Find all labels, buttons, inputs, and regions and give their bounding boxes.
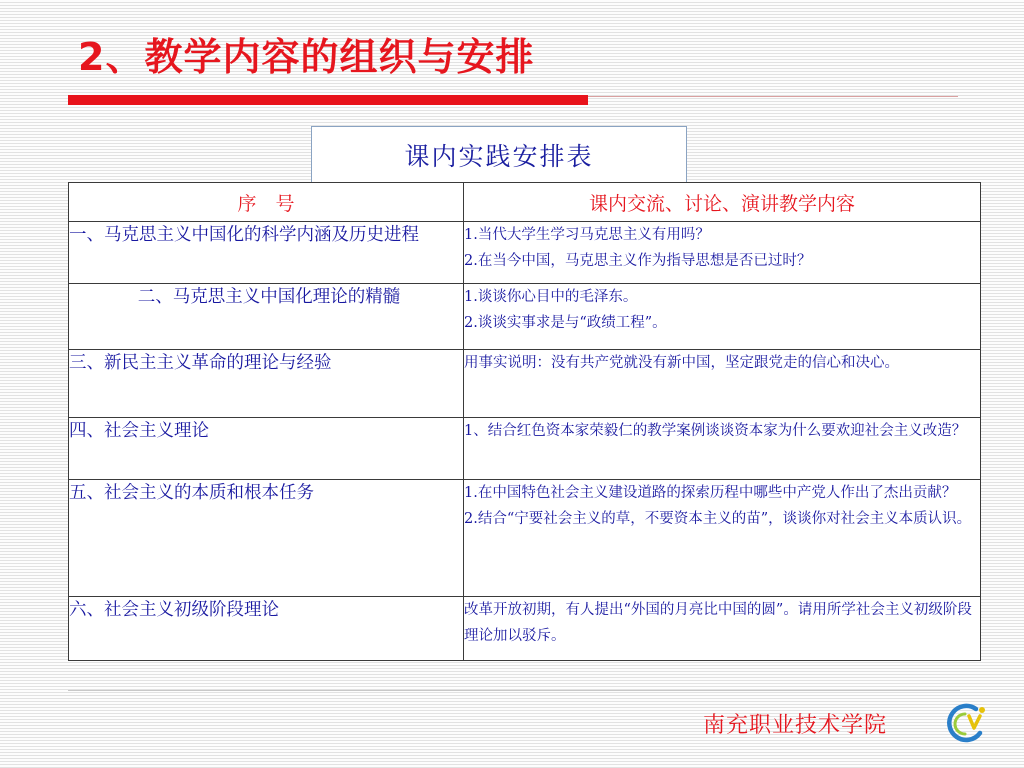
content-line: 1、结合红色资本家荣毅仁的教学案例谈谈资本家为什么要欢迎社会主义改造？ bbox=[464, 423, 967, 439]
content-line: 1.在中国特色社会主义建设道路的探索历程中哪些中产党人作出了杰出贡献？ bbox=[464, 485, 957, 501]
header-content: 课内交流、讨论、演讲教学内容 bbox=[464, 183, 981, 222]
table-row bbox=[69, 480, 981, 597]
table-row bbox=[69, 597, 981, 661]
content-line: 1.当代大学生学习马克思主义有用吗？ bbox=[464, 227, 710, 243]
table-row bbox=[69, 418, 981, 480]
content-line: 2.在当今中国，马克思主义作为指导思想是否已过时？ bbox=[464, 253, 812, 269]
table-header-row bbox=[69, 183, 981, 222]
table-caption: 课内实践安排表 bbox=[311, 126, 687, 182]
row-content bbox=[464, 480, 981, 597]
header-seq: 序 号 bbox=[69, 183, 464, 222]
content-line: 用事实说明：没有共产党就没有新中国，坚定跟党走的信心和决心。 bbox=[464, 355, 899, 371]
content-line: 改革开放初期，有人提出“外国的月亮比中国的圆”。请用所学社会主义初级阶段理论加以驳斥。 bbox=[464, 602, 972, 644]
title-divider-line bbox=[588, 96, 958, 97]
row-content bbox=[464, 350, 981, 418]
row-topic: 二、马克思主义中国化理论的精髓 bbox=[69, 284, 464, 350]
school-logo-icon bbox=[944, 700, 990, 746]
row-content bbox=[464, 418, 981, 480]
table-row bbox=[69, 222, 981, 284]
title-underline-bar bbox=[68, 95, 588, 105]
table-row bbox=[69, 350, 981, 418]
row-topic: 六、社会主义初级阶段理论 bbox=[69, 597, 464, 661]
row-topic: 四、社会主义理论 bbox=[69, 418, 464, 480]
row-topic: 五、社会主义的本质和根本任务 bbox=[69, 480, 464, 597]
row-topic: 三、新民主主义革命的理论与经验 bbox=[69, 350, 464, 418]
row-content bbox=[464, 222, 981, 284]
table-row bbox=[69, 284, 981, 350]
slide-title: 2、教学内容的组织与安排 bbox=[78, 35, 535, 79]
row-topic: 一、马克思主义中国化的科学内涵及历史进程 bbox=[69, 222, 464, 284]
row-content bbox=[464, 597, 981, 661]
content-line: 1.谈谈你心目中的毛泽东。 bbox=[464, 289, 638, 305]
content-line: 2.结合“宁要社会主义的草，不要资本主义的苗”，谈谈你对社会主义本质认识。 bbox=[464, 511, 972, 527]
row-content bbox=[464, 284, 981, 350]
footer-divider-line bbox=[68, 690, 960, 691]
practice-schedule-table bbox=[68, 182, 981, 661]
footer-school-name: 南充职业技术学院 bbox=[703, 713, 888, 738]
content-line: 2.谈谈实事求是与“政绩工程”。 bbox=[464, 315, 667, 331]
